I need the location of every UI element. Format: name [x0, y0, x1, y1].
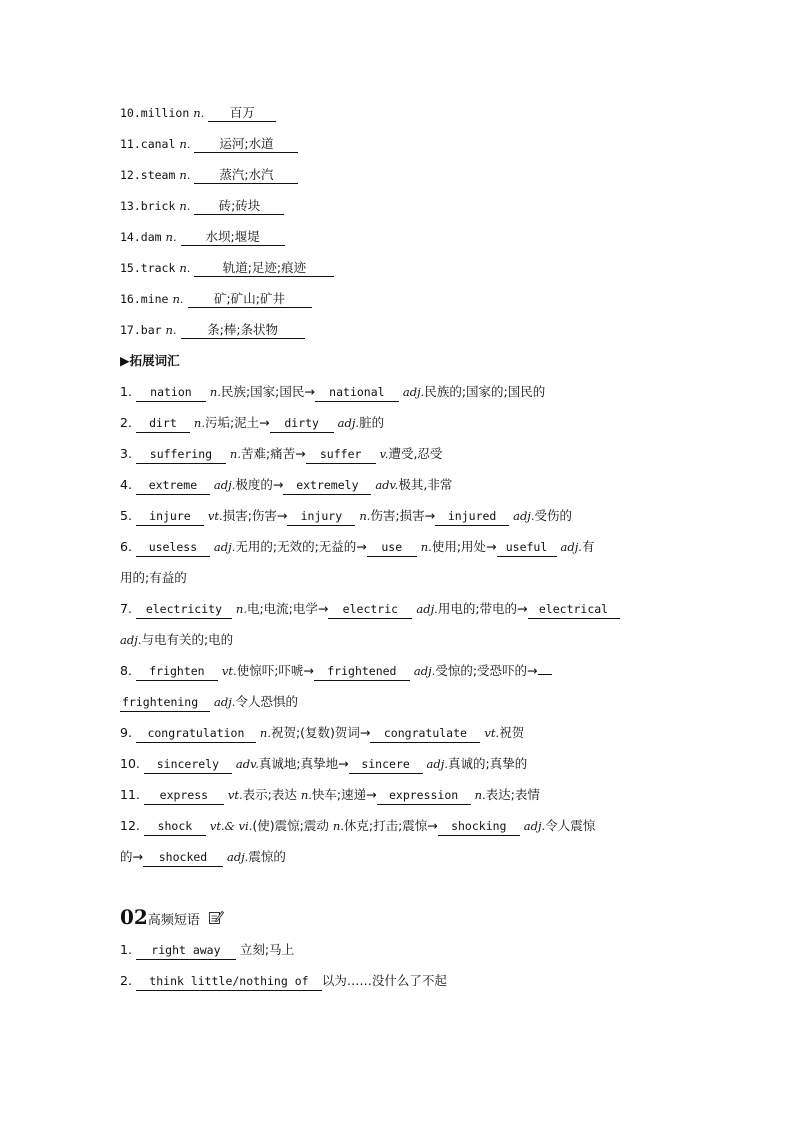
- ext-item-7-continued: [120, 627, 680, 658]
- answer-blank: useless: [136, 539, 210, 557]
- item-number: 9.: [120, 725, 132, 740]
- item-number: 2.: [120, 973, 132, 988]
- answer-blank: dirty: [270, 415, 334, 433]
- meaning-text: 有: [581, 539, 595, 554]
- meaning-text: 使用;用处→: [431, 539, 497, 554]
- answer-blank: frightened: [314, 663, 410, 681]
- item-number: 14.: [120, 230, 141, 244]
- answer-blank: shocked: [143, 849, 223, 867]
- meaning-text: 受伤的: [534, 508, 573, 523]
- item-number: 8.: [120, 663, 132, 678]
- item-number: 7.: [120, 601, 132, 616]
- part-of-speech: adj.: [213, 478, 236, 492]
- meaning-text: 极其,非常: [398, 477, 453, 492]
- vocab-word: bar: [140, 323, 162, 337]
- pencil-note-icon: [208, 909, 224, 925]
- section-number: 02: [120, 905, 148, 929]
- answer-blank: extremely: [283, 477, 371, 495]
- meaning-text: 令人震惊: [545, 818, 596, 833]
- item-number: 4.: [120, 477, 132, 492]
- vocab-word: brick: [140, 199, 176, 213]
- part-of-speech: n.: [179, 199, 191, 213]
- vocab-word: track: [140, 261, 176, 275]
- part-of-speech: n.: [193, 416, 205, 430]
- item-number: 15.: [120, 261, 141, 275]
- answer-blank: shock: [144, 818, 206, 836]
- meaning-text: 真诚地;真挚地→: [258, 756, 349, 771]
- item-number: 6.: [120, 539, 132, 554]
- meaning-text: 无用的;无效的;无益的→: [235, 539, 367, 554]
- answer-blank: frightening: [120, 694, 210, 712]
- part-of-speech: n.: [165, 230, 177, 244]
- ext-item-12-continued: [120, 844, 680, 875]
- answer-blank: electricity: [136, 601, 232, 619]
- meaning-text: 用的;有益的: [120, 570, 187, 585]
- phrase-item-2: [120, 968, 680, 999]
- part-of-speech: adj.: [120, 633, 142, 647]
- part-of-speech: adv.: [235, 757, 259, 771]
- part-of-speech: adv.: [375, 478, 399, 492]
- answer-blank: electrical: [528, 601, 620, 619]
- ext-item-2: [120, 410, 680, 441]
- answer-blank: 水坝;堰堤: [181, 228, 285, 246]
- meaning-text: 损害;伤害→: [222, 508, 288, 523]
- part-of-speech: adj.: [416, 602, 438, 616]
- ext-item-11: [120, 782, 680, 813]
- section-heading-phrases: [120, 897, 680, 937]
- meaning-text: 极度的→: [235, 477, 284, 492]
- meaning-text: 令人恐惧的: [235, 694, 298, 709]
- answer-blank: useful: [497, 539, 557, 557]
- item-number: 11.: [120, 137, 141, 151]
- item-number: 12.: [120, 168, 141, 182]
- answer-blank: suffer: [306, 446, 376, 464]
- meaning-text: 真诚的;真挚的: [448, 756, 528, 771]
- answer-blank: 砖;砖块: [194, 197, 284, 215]
- ext-item-3: [120, 441, 680, 472]
- item-number: 1.: [120, 384, 132, 399]
- part-of-speech: adj.: [523, 819, 546, 833]
- part-of-speech: vt.& vi.: [209, 819, 253, 833]
- item-number: 13.: [120, 199, 141, 213]
- meaning-text: 祝贺;(复数)贺词→: [270, 725, 371, 740]
- ext-item-8: [120, 658, 680, 689]
- answer-blank: frighten: [136, 663, 218, 681]
- part-of-speech: adj.: [337, 416, 360, 430]
- vocab-item-17: [120, 317, 680, 348]
- answer-blank: use: [367, 539, 417, 557]
- answer-blank: shocking: [438, 818, 520, 836]
- vocab-word: steam: [140, 168, 176, 182]
- part-of-speech: n.: [229, 447, 241, 461]
- item-number: 17.: [120, 323, 141, 337]
- answer-blank: congratulate: [370, 725, 480, 743]
- part-of-speech: n.: [179, 261, 191, 275]
- meaning-text: 脏的: [359, 415, 385, 430]
- meaning-text: (使)震惊;震动: [252, 818, 329, 833]
- part-of-speech: n.: [259, 726, 271, 740]
- vocab-word: million: [140, 106, 190, 120]
- item-number: 10.: [120, 756, 140, 771]
- part-of-speech: n.: [193, 106, 205, 120]
- meaning-text: 电;电流;电学→: [246, 601, 329, 616]
- answer-blank: congratulation: [136, 725, 256, 743]
- meaning-text: 表达;表情: [485, 787, 540, 802]
- item-number: 3.: [120, 446, 132, 461]
- part-of-speech: n.: [165, 323, 177, 337]
- meaning-text: 用电的;带电的→: [437, 601, 528, 616]
- answer-blank: injury: [287, 508, 355, 526]
- part-of-speech: n.: [179, 137, 191, 151]
- item-number: 10.: [120, 106, 141, 120]
- part-of-speech: n.: [172, 292, 184, 306]
- vocab-item-15: [120, 255, 680, 286]
- item-number: 1.: [120, 942, 132, 957]
- answer-blank: expression: [377, 787, 471, 805]
- part-of-speech: n.: [474, 788, 486, 802]
- part-of-speech: adj.: [426, 757, 448, 771]
- vocab-word: mine: [140, 292, 169, 306]
- answer-blank: express: [144, 787, 224, 805]
- vocab-item-16: [120, 286, 680, 317]
- part-of-speech: adj.: [402, 385, 425, 399]
- vocab-item-12: [120, 162, 680, 193]
- answer-blank: 蒸汽;水汽: [194, 166, 298, 184]
- part-of-speech: adj.: [226, 850, 249, 864]
- part-of-speech: vt.: [227, 788, 243, 802]
- item-number: 2.: [120, 415, 132, 430]
- meaning-text: 的→: [120, 849, 143, 864]
- answer-blank: 条;棒;条状物: [181, 321, 305, 339]
- answer-blank: 矿;矿山;矿井: [188, 290, 312, 308]
- section-heading-extension: [120, 348, 680, 379]
- meaning-text: 伤害;损害→: [370, 508, 436, 523]
- part-of-speech: vt.: [207, 509, 223, 523]
- meaning-text: 与电有关的;电的: [141, 632, 234, 647]
- meaning-text: 祝贺: [499, 725, 525, 740]
- meaning-text: 表示;表达: [242, 787, 297, 802]
- part-of-speech: vt.: [484, 726, 500, 740]
- ext-item-9: [120, 720, 680, 751]
- answer-blank-start: [538, 674, 552, 675]
- part-of-speech: adj.: [213, 540, 236, 554]
- part-of-speech: n.: [332, 819, 344, 833]
- part-of-speech: n.: [420, 540, 432, 554]
- answer-blank: injure: [136, 508, 204, 526]
- part-of-speech: v.: [379, 447, 389, 461]
- meaning-text: 受惊的;受恐吓的→: [435, 663, 538, 678]
- part-of-speech: adj.: [413, 664, 436, 678]
- item-number: 16.: [120, 292, 141, 306]
- meaning-text: 震惊的: [248, 849, 286, 864]
- ext-item-5: [120, 503, 680, 534]
- answer-blank: electric: [328, 601, 412, 619]
- answer-blank: national: [315, 384, 399, 402]
- part-of-speech: vt.: [221, 664, 237, 678]
- ext-item-1: [120, 379, 680, 410]
- answer-blank: 运河;水道: [194, 135, 298, 153]
- meaning-text: 立刻;马上: [239, 942, 295, 957]
- answer-blank: right away: [136, 942, 236, 960]
- item-number: 5.: [120, 508, 132, 523]
- ext-item-7: [120, 596, 680, 627]
- answer-blank: think little/nothing of: [136, 973, 322, 991]
- vocab-word: dam: [140, 230, 162, 244]
- meaning-text: 遭受,忍受: [388, 446, 443, 461]
- ext-item-12: [120, 813, 680, 844]
- meaning-text: 民族的;国家的;国民的: [424, 384, 546, 399]
- ext-item-4: [120, 472, 680, 503]
- meaning-text: 民族;国家;国民→: [220, 384, 315, 399]
- part-of-speech: n.: [359, 509, 371, 523]
- part-of-speech: adj.: [560, 540, 582, 554]
- meaning-text: 使惊吓;吓唬→: [236, 663, 314, 678]
- answer-blank: injured: [435, 508, 509, 526]
- meaning-text: 污垢;泥土→: [204, 415, 270, 430]
- answer-blank: suffering: [136, 446, 226, 464]
- answer-blank: 百万: [208, 104, 276, 122]
- ext-item-6-continued: [120, 565, 680, 596]
- vocab-item-14: [120, 224, 680, 255]
- section-title: 高频短语: [147, 913, 200, 928]
- vocab-word: canal: [140, 137, 176, 151]
- answer-blank: nation: [136, 384, 206, 402]
- ext-item-8-continued: [120, 689, 680, 720]
- part-of-speech: n.: [235, 602, 247, 616]
- item-number: 12.: [120, 818, 140, 833]
- part-of-speech: adj.: [213, 695, 236, 709]
- vocab-item-10: [120, 100, 680, 131]
- meaning-text: 苦难;痛苦→: [240, 446, 306, 461]
- phrase-item-1: [120, 937, 680, 968]
- vocab-item-11: [120, 131, 680, 162]
- part-of-speech: n.: [209, 385, 221, 399]
- item-number: 11.: [120, 787, 140, 802]
- meaning-text: 快车;速递→: [311, 787, 377, 802]
- answer-blank: extreme: [136, 477, 210, 495]
- worksheet-page: [120, 100, 680, 999]
- meaning-text: 休克;打击;震惊→: [343, 818, 438, 833]
- meaning-text: 以为……没什么了不起: [321, 973, 447, 988]
- ext-item-6: [120, 534, 680, 565]
- section-heading-text: ▶拓展词汇: [120, 353, 180, 368]
- vocab-item-13: [120, 193, 680, 224]
- part-of-speech: n.: [300, 788, 312, 802]
- answer-blank: 轨道;足迹;痕迹: [194, 259, 334, 277]
- answer-blank: sincere: [349, 756, 423, 774]
- answer-blank: sincerely: [144, 756, 232, 774]
- part-of-speech: adj.: [513, 509, 535, 523]
- part-of-speech: n.: [179, 168, 191, 182]
- answer-blank: dirt: [136, 415, 190, 433]
- ext-item-10: [120, 751, 680, 782]
